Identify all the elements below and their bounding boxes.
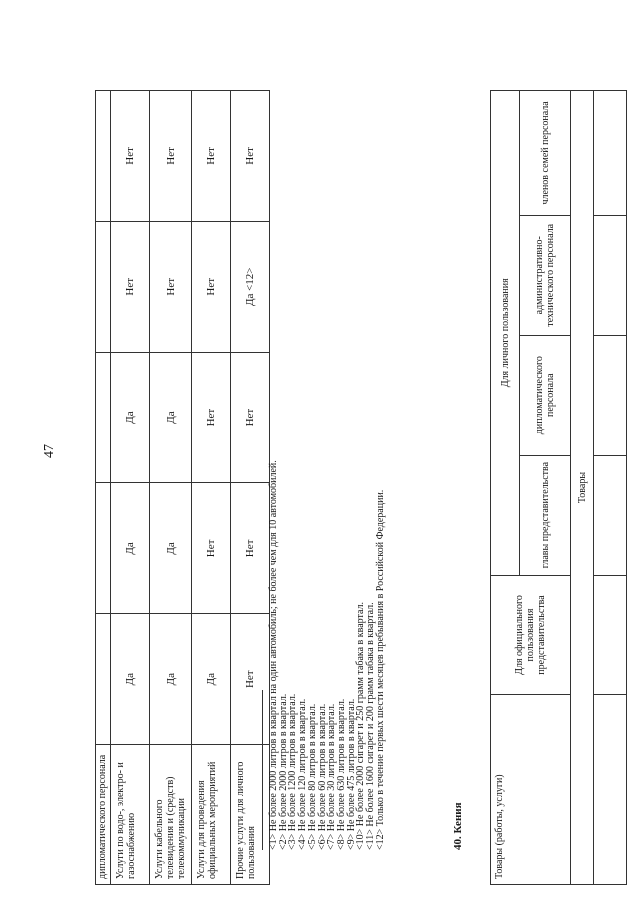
table-row <box>571 91 594 885</box>
table-cell: Да <box>192 614 231 745</box>
table-cell: Да <box>111 352 150 483</box>
table-cell: Нет <box>111 91 150 222</box>
footnote: <10> Не более 2000 сигарет и 250 грамм табака в квартал. <box>355 601 367 850</box>
table-cell: Нет <box>231 91 270 222</box>
table-cell: Нет <box>192 483 231 614</box>
table-row <box>111 91 150 885</box>
footnote: <12> Только в течение первых шести месяцев пребывания в Российской Федерации. <box>374 489 386 850</box>
footnote: <9> Не более 475 литров в квартал. <box>345 698 357 850</box>
column-header-head: главы представительства <box>520 455 571 575</box>
table-row <box>150 91 192 885</box>
row-label: Услуги кабельного телевидения и (средств) телекоммуникации <box>150 745 192 885</box>
table-cell: Нет <box>231 483 270 614</box>
footnote: <8> Не более 630 литров в квартал. <box>335 698 347 850</box>
table-cell: Нет <box>231 614 270 745</box>
row-label: Услуги для проведения официальных мероприятий <box>192 745 231 885</box>
goods-row: Товары <box>571 91 594 885</box>
table-cell: Нет <box>150 221 192 352</box>
table-row <box>192 91 231 885</box>
kenya-privileges-table <box>490 90 627 885</box>
table-cell: Нет <box>150 91 192 222</box>
column-header-admin: административно-технического персонала <box>520 215 571 335</box>
footnotes <box>262 460 385 850</box>
section-heading: 40. Кения <box>452 802 464 850</box>
footnote-divider <box>262 690 263 850</box>
table-cell: Нет <box>231 352 270 483</box>
table-cell: Да <box>150 614 192 745</box>
table-cell: Да <box>111 483 150 614</box>
footnote: <2> Не более 2000 литров в квартал. <box>277 693 289 850</box>
footnote: <1> Не более 2000 литров в квартал на один автомобиль; не более чем для 10 автомобилей. <box>268 460 279 850</box>
table-cell: Да <box>111 614 150 745</box>
table-row <box>96 91 111 885</box>
footnote: <6> Не более 60 литров в квартал. <box>316 703 328 850</box>
table-cell: Нет <box>192 91 231 222</box>
footnote: <5> Не более 80 литров в квартал. <box>306 703 318 850</box>
table-cell: Да <12> <box>231 221 270 352</box>
footnote: <4> Не более 120 литров в квартал. <box>297 698 309 850</box>
page-number: 47 <box>42 444 57 458</box>
column-header-diplomatic: дипломатического персонала <box>520 335 571 455</box>
row-label: Услуги по водо-, электро- и газоснабжению <box>111 745 150 885</box>
column-header-goods: Товары (работы, услуги) <box>491 695 571 885</box>
table-cell: Нет <box>192 221 231 352</box>
footnote: <7> Не более 30 литров в квартал. <box>326 703 338 850</box>
table-cell: Нет <box>111 221 150 352</box>
column-header-family: членов семей персонала <box>520 91 571 216</box>
footnote: <3> Не более 1200 литров в квартал. <box>287 693 299 850</box>
table-cell: Да <box>150 352 192 483</box>
table-cell: Да <box>150 483 192 614</box>
row-label: Прочие услуги для личного пользования <box>231 745 270 885</box>
column-header-personal: Для личного пользования <box>491 91 520 576</box>
table-cell: Нет <box>192 352 231 483</box>
table-header-row <box>491 91 520 885</box>
table-row <box>594 91 627 885</box>
column-header-official: Для официального пользования представительства <box>491 575 571 695</box>
row-label: дипломатического персонала <box>96 745 111 885</box>
footnote: <11> Не более 1600 сигарет и 200 грамм табака в квартал. <box>365 602 377 850</box>
privileges-table-continued <box>95 90 270 885</box>
